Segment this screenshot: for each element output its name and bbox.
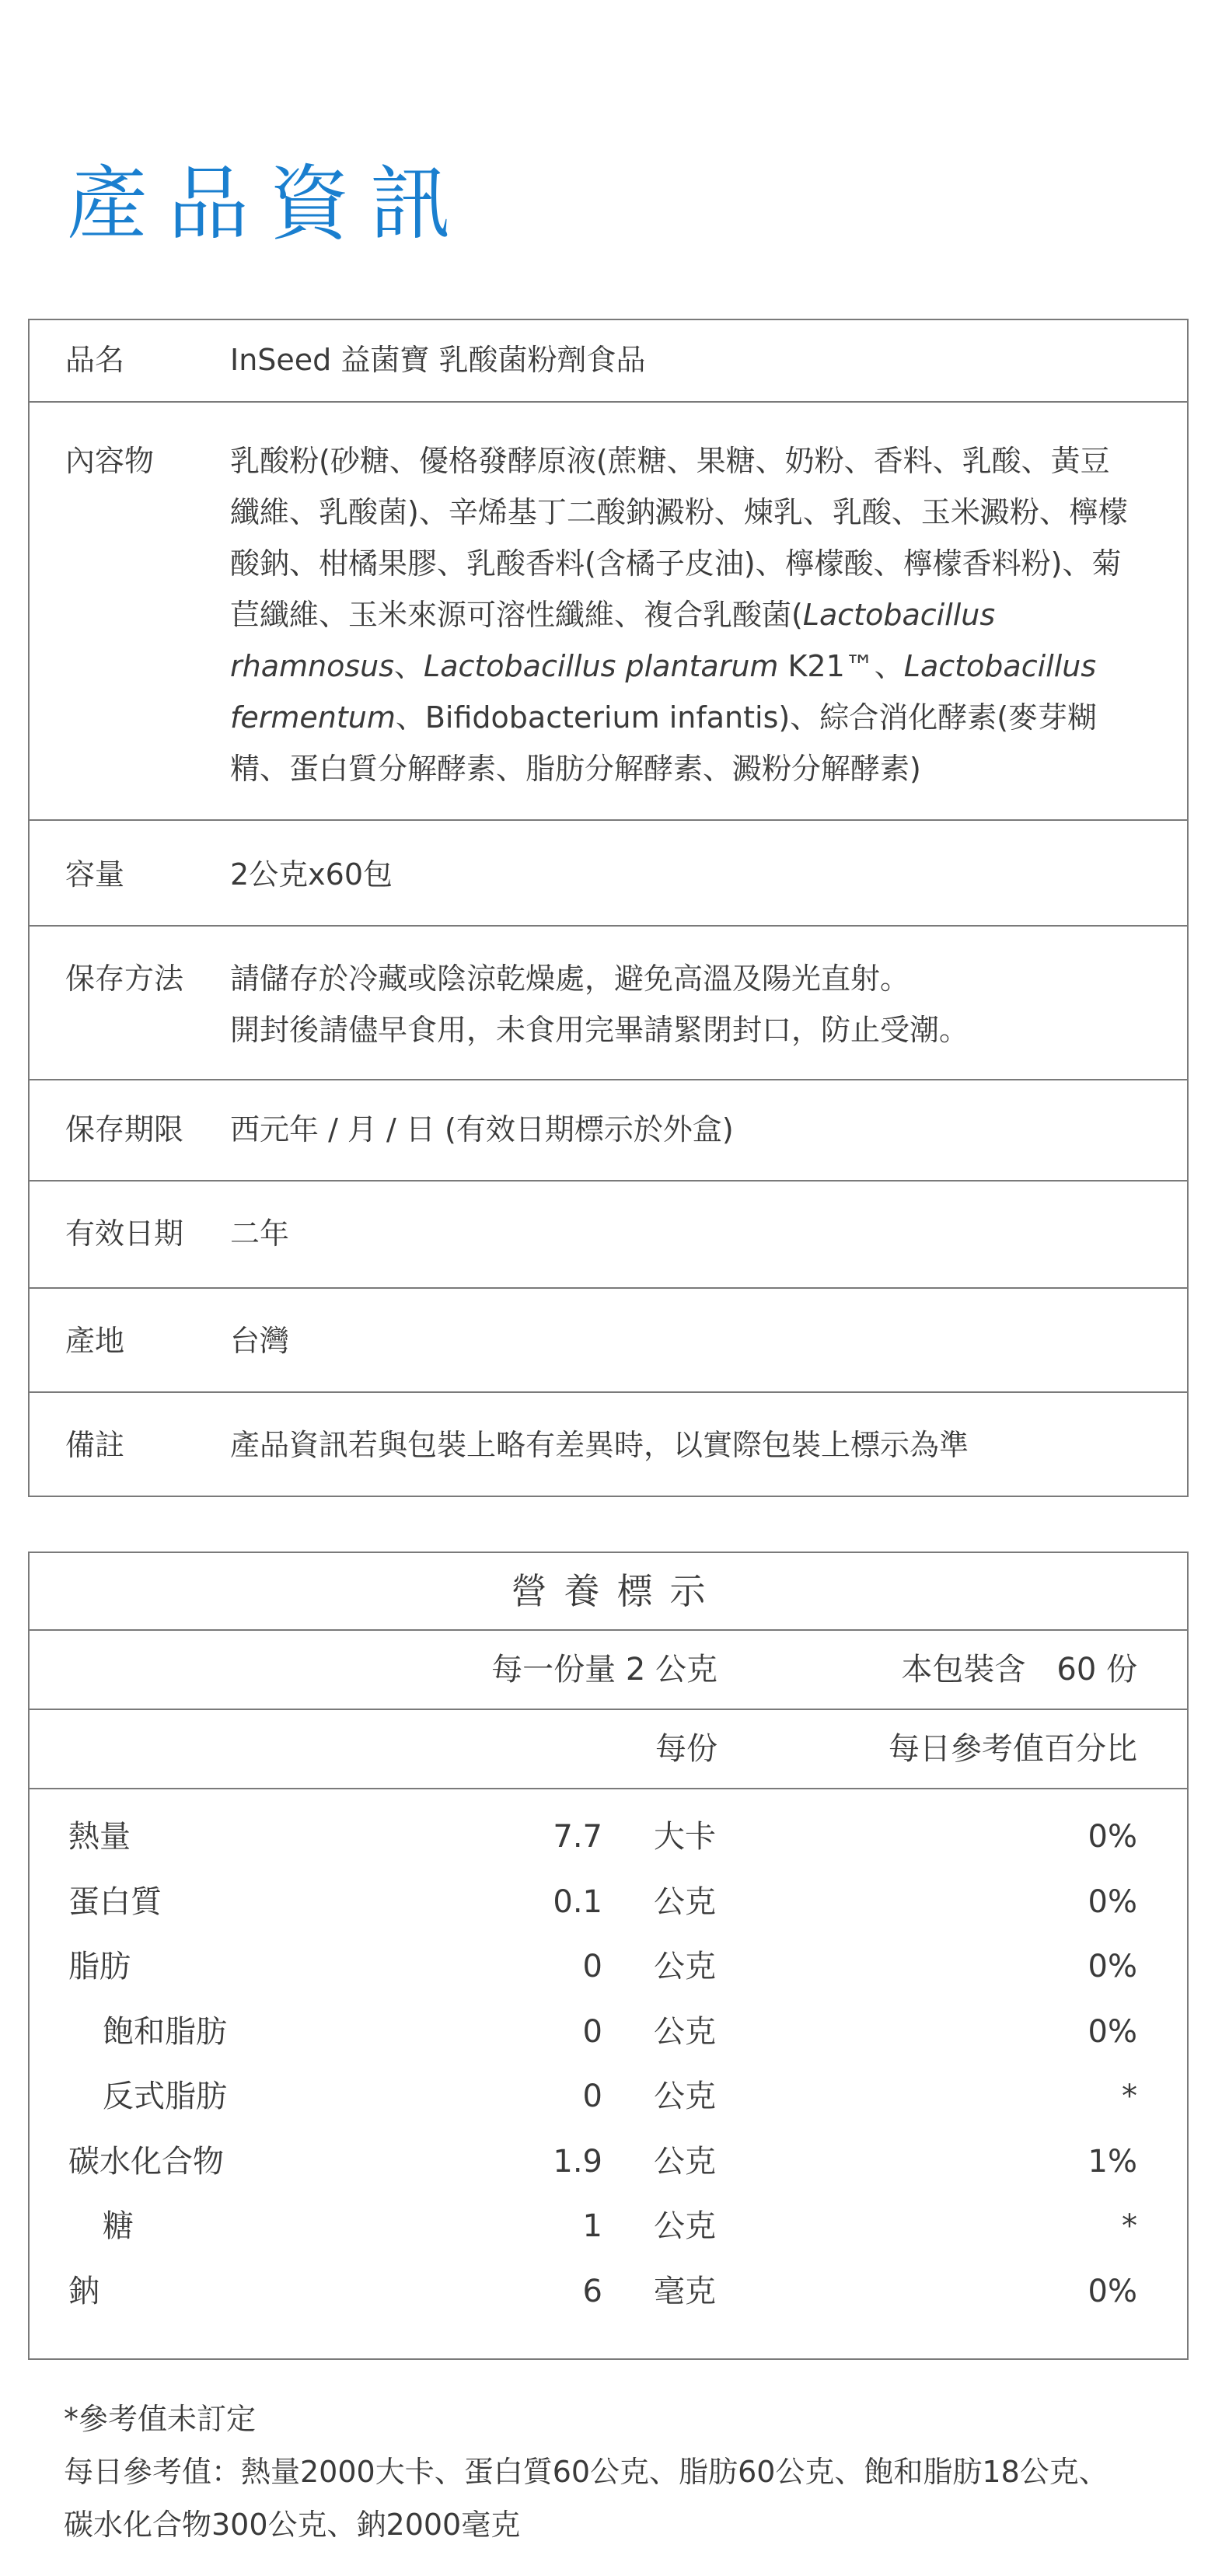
info-row-shelf-period [30,1079,1187,1180]
nutrition-rows [30,1789,1187,2324]
storage-line: 請儲存於冷藏或陰涼乾燥處，避免高溫及陽光直射。 [230,962,910,996]
serving-size: 每一份量 2 公克 [491,1652,717,1688]
nutrition-serving-row [30,1631,1187,1710]
nutrient-unit: 公克 [654,1883,716,1920]
nutrient-daily-percent: 1% [1088,2143,1137,2180]
info-value: 西元年 / 月 / 日 (有效日期標示於外盒) [230,1112,734,1147]
nutrient-amount: 0 [582,1949,602,1984]
info-label: 內容物 [65,444,155,478]
ingredient-line [230,692,1156,743]
nutrient-unit: 大卡 [654,1819,716,1855]
ingredient-line [230,589,1156,641]
info-row-remarks [30,1391,1187,1496]
column-daily-percent: 每日參考值百分比 [889,1731,1137,1767]
nutrient-daily-percent: 0% [1088,1883,1137,1920]
info-value: 2公克x60包 [230,857,393,892]
info-value: 二年 [230,1216,290,1251]
nutrition-row [30,2194,1187,2260]
ingredient-text: 、 [394,649,424,683]
ingredient-text: 苣纖維、玉米來源可溶性纖維、複合乳酸菌( [230,598,803,632]
footnote-line: 每日參考值：熱量2000大卡、蛋白質60公克、脂肪60公克、飽和脂肪18公克、 [64,2455,1109,2489]
nutrient-amount: 0 [582,2013,602,2050]
ingredient-line: 精、蛋白質分解酵素、脂肪分解酵素、澱粉分解酵素) [230,752,921,786]
nutrition-heading: 營養標示 [30,1553,1187,1631]
ingredient-line: 纖維、乳酸菌)、辛烯基丁二酸鈉澱粉、煉乳、乳酸、玉米澱粉、檸檬 [230,495,1128,529]
nutrient-daily-percent: 0% [1088,2273,1137,2309]
ingredient-line [230,641,1156,692]
nutrient-daily-percent: * [1122,2208,1137,2244]
info-label: 品名 [65,343,125,377]
info-row-origin [30,1287,1187,1391]
info-label: 保存方法 [65,962,184,996]
ingredient-line: 乳酸粉(砂糖、優格發酵原液(蔗糖、果糖、奶粉、香料、乳酸、黃豆 [230,444,1110,478]
info-row-ingredients [30,401,1187,819]
ingredient-species: fermentum [230,700,396,735]
info-label: 有效日期 [65,1216,184,1251]
nutrient-name: 脂肪 [68,1949,131,1984]
info-label: 保存期限 [65,1112,184,1147]
nutrient-amount: 0 [582,2079,602,2114]
nutrition-row [30,1805,1187,1870]
nutrient-amount: 6 [582,2273,602,2309]
nutrition-row [30,1870,1187,1935]
ingredient-species: Lactobacillus [903,649,1097,683]
nutrient-unit: 公克 [654,2143,716,2180]
info-value: 台灣 [230,1324,290,1358]
nutrient-amount: 1 [582,2208,602,2244]
info-value-ingredients [230,435,1187,819]
nutrient-amount: 0.1 [553,1883,602,1920]
nutrient-amount: 1.9 [553,2143,602,2180]
info-value: InSeed 益菌寶 乳酸菌粉劑食品 [230,343,646,377]
nutrition-row [30,2065,1187,2130]
footnote [64,2393,1109,2551]
ingredient-species: Lactobacillus [802,598,996,632]
nutrient-unit: 公克 [654,1949,716,1984]
nutrient-name: 反式脂肪 [103,2079,227,2114]
info-label: 備註 [65,1428,125,1462]
nutrient-unit: 公克 [654,2208,716,2244]
nutrient-name: 飽和脂肪 [103,2013,227,2050]
nutrient-daily-percent: 0% [1088,1949,1137,1984]
nutrient-unit: 公克 [654,2013,716,2050]
product-info-table [28,319,1189,1497]
ingredient-species: Lactobacillus plantarum [424,649,779,683]
nutrition-row [30,2000,1187,2065]
nutrient-name: 碳水化合物 [68,2143,224,2180]
info-value-storage [230,953,1187,1079]
nutrient-daily-percent: 0% [1088,2013,1137,2050]
nutrition-column-headers [30,1710,1187,1789]
nutrient-name: 糖 [103,2208,134,2244]
column-per-serving: 每份 [655,1731,717,1767]
nutrient-name: 熱量 [68,1819,131,1855]
servings-per-pack: 本包裝含 60 份 [901,1652,1137,1688]
ingredient-text: K21™、 [778,649,904,683]
nutrient-unit: 公克 [654,2079,716,2114]
storage-line: 開封後請儘早食用，未食用完畢請緊閉封口，防止受潮。 [230,1013,969,1047]
ingredient-line: 酸鈉、柑橘果膠、乳酸香料(含橘子皮油)、檸檬酸、檸檬香料粉)、菊 [230,546,1122,581]
nutrient-amount: 7.7 [553,1819,602,1855]
page-title: 產品資訊 [67,156,472,251]
info-label: 產地 [65,1324,125,1358]
ingredient-text: 、Bifidobacterium infantis)、綜合消化酵素(麥芽糊 [395,700,1098,735]
info-row-capacity [30,819,1187,925]
info-row-storage [30,925,1187,1079]
ingredient-species: rhamnosus [230,649,395,683]
nutrient-unit: 毫克 [654,2273,716,2309]
nutrition-table [28,1552,1189,2360]
nutrient-name: 蛋白質 [68,1883,162,1920]
info-value: 產品資訊若與包裝上略有差異時，以實際包裝上標示為準 [230,1428,969,1462]
nutrient-name: 鈉 [68,2273,100,2309]
nutrition-row [30,1935,1187,2000]
info-row-validity [30,1180,1187,1287]
nutrient-daily-percent: 0% [1088,1819,1137,1855]
info-row-name [30,320,1187,401]
info-label: 容量 [65,857,125,892]
nutrient-daily-percent: * [1122,2079,1137,2114]
footnote-line: *參考值未訂定 [64,2402,257,2436]
footnote-line: 碳水化合物300公克、鈉2000毫克 [64,2508,521,2542]
nutrition-row [30,2260,1187,2325]
nutrition-row [30,2130,1187,2195]
